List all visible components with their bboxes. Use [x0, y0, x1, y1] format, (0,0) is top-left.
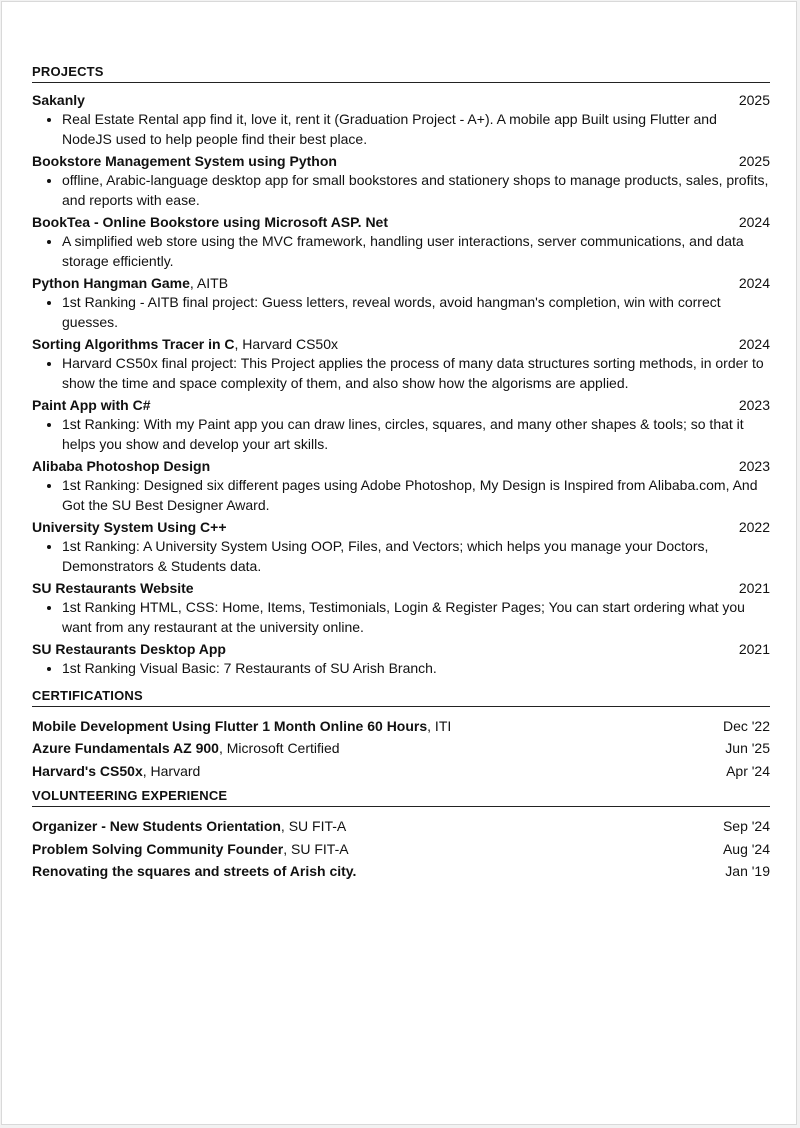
volunteering-org: , SU FIT-A — [283, 840, 349, 857]
certification-issuer: , ITI — [427, 717, 452, 734]
certification-title: Mobile Development Using Flutter 1 Month Online 60 Hours — [32, 717, 428, 734]
section-heading-volunteering: VOLUNTEERING EXPERIENCE — [32, 788, 770, 807]
certification-item — [32, 715, 770, 738]
project-description: • Harvard CS50x final project: This Project applies the process of many data structures sorting methods, in order to show the time and space complexity of them, and also show how the algorisms are applied. — [62, 354, 770, 393]
project-entry — [32, 274, 770, 332]
section-heading-projects: PROJECTS — [32, 64, 770, 83]
project-year: 2025 — [738, 153, 770, 169]
project-description: • 1st Ranking - AITB final project: Guess letters, reveal words, avoid hangman's completion, win with correct guesses. — [62, 293, 770, 332]
project-description: • A simplified web store using the MVC framework, handling user interactions, server communications, and data storage efficiently. — [62, 232, 770, 271]
certification-title: Azure Fundamentals AZ 900 — [32, 740, 219, 756]
project-description: • 1st Ranking: With my Paint app you can draw lines, circles, squares, and many other shapes & tools; so that it helps you show and develop your art skills. — [62, 415, 770, 454]
project-title: Python Hangman Game — [32, 275, 190, 291]
certification-item — [32, 737, 770, 760]
project-title: SU Restaurants Website — [32, 580, 194, 596]
project-entry — [32, 457, 770, 515]
resume-content — [32, 64, 770, 883]
project-title: Sorting Algorithms Tracer in C — [32, 336, 235, 352]
project-description: • 1st Ranking Visual Basic: 7 Restaurants of SU Arish Branch. — [62, 659, 770, 679]
section-heading-certifications: CERTIFICATIONS — [32, 688, 770, 707]
project-entry — [32, 640, 770, 679]
project-entry — [32, 152, 770, 210]
certification-issuer: , Harvard — [142, 762, 201, 779]
certifications-section — [32, 688, 770, 783]
project-entry — [32, 396, 770, 454]
project-title: Paint App with C# — [32, 397, 151, 413]
project-year: 2025 — [738, 92, 770, 108]
certification-title: Harvard's CS50x — [32, 762, 143, 779]
volunteering-title: Renovating the squares and streets of Arish city. — [32, 863, 357, 879]
project-year: 2021 — [738, 580, 770, 596]
project-org: , Harvard CS50x — [234, 336, 338, 352]
volunteering-date: Sep '24 — [722, 818, 770, 834]
certification-issuer: , Microsoft Certified — [218, 740, 340, 756]
project-year: 2023 — [738, 397, 770, 413]
certification-date: Jun '25 — [725, 740, 770, 756]
project-description: • 1st Ranking: Designed six different pages using Adobe Photoshop, My Design is Inspired from Alibaba.com, And Got the SU Best Designer Award. — [62, 476, 770, 515]
certification-item — [32, 760, 770, 783]
project-description: • 1st Ranking HTML, CSS: Home, Items, Testimonials, Login & Register Pages; You can start ordering what you want from any restaurant at the university online. — [62, 598, 770, 637]
volunteering-item — [32, 815, 770, 838]
volunteering-title: Organizer - New Students Orientation — [32, 818, 281, 834]
project-entry — [32, 91, 770, 149]
project-title: University System Using C++ — [32, 519, 227, 535]
volunteering-org: , SU FIT-A — [280, 818, 347, 834]
project-year: 2021 — [738, 641, 770, 657]
volunteering-date: Jan '19 — [725, 863, 770, 879]
project-year: 2023 — [738, 458, 770, 474]
volunteering-item — [32, 838, 770, 861]
project-title: Alibaba Photoshop Design — [32, 458, 211, 474]
certification-date: Dec '22 — [722, 717, 770, 734]
volunteering-item — [32, 860, 770, 883]
project-entry — [32, 518, 770, 576]
project-entry — [32, 579, 770, 637]
project-description: • Real Estate Rental app find it, love it, rent it (Graduation Project - A+). A mobile app Built using Flutter and NodeJS used to help people find their best place. — [62, 110, 770, 149]
certification-date: Apr '24 — [726, 762, 770, 779]
project-description: • offline, Arabic-language desktop app for small bookstores and stationery shops to manage products, sales, profits, and reports with ease. — [62, 171, 770, 210]
project-year: 2024 — [738, 336, 770, 352]
volunteering-section — [32, 788, 770, 883]
project-description: • 1st Ranking: A University System Using OOP, Files, and Vectors; which helps you manage your Doctors, Demonstrators & Students data. — [62, 537, 770, 576]
project-year: 2024 — [738, 275, 770, 291]
project-title: BookTea - Online Bookstore using Microsoft ASP. Net — [32, 214, 389, 230]
project-year: 2024 — [738, 214, 770, 230]
volunteering-title: Problem Solving Community Founder — [32, 840, 284, 857]
projects-section — [32, 64, 770, 679]
project-title: Sakanly — [32, 92, 85, 108]
project-org: , AITB — [189, 275, 229, 291]
project-entry — [32, 335, 770, 393]
project-title: SU Restaurants Desktop App — [32, 641, 226, 657]
volunteering-date: Aug '24 — [722, 840, 770, 857]
project-entry — [32, 213, 770, 271]
project-year: 2022 — [738, 519, 770, 535]
project-title: Bookstore Management System using Python — [32, 153, 337, 169]
resume-page — [1, 1, 797, 1125]
